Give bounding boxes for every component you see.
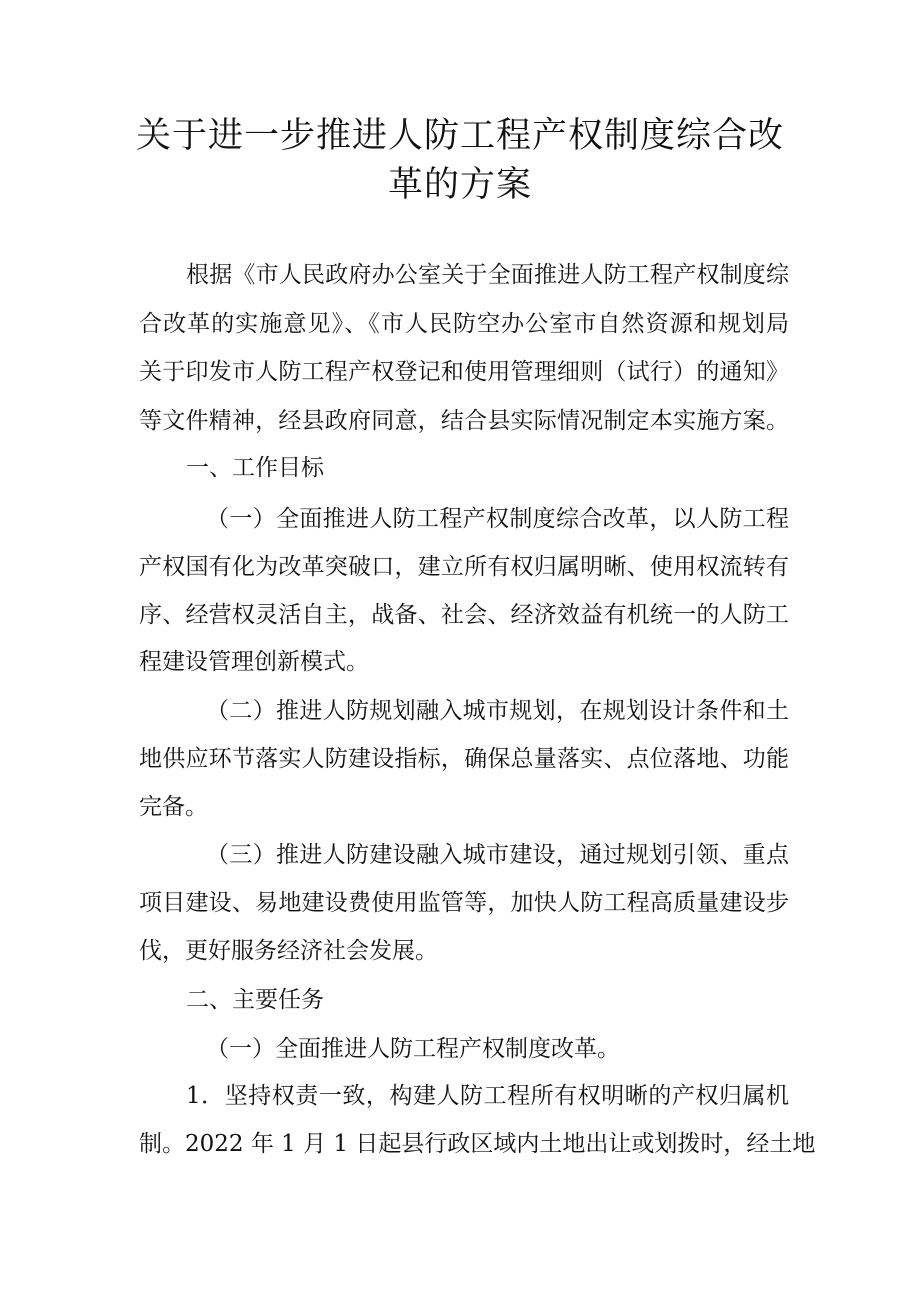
goal-item-3-line: 伐，更好服务经济社会发展。 [139, 938, 438, 964]
goal-item-2-line: （二）推进人防规划融入城市规划，在规划设计条件和土 [206, 698, 789, 724]
goal-item-2-line: 完备。 [139, 794, 208, 820]
goal-item-1-line: 产权国有化为改革突破口，建立所有权归属明晰、使用权流转有 [139, 554, 789, 580]
task-point-1-line: 1．坚持权责一致，构建人防工程所有权明晰的产权归属机 [186, 1083, 789, 1109]
section-heading-goals: 一、工作目标 [186, 455, 324, 481]
goal-item-1-line: 程建设管理创新模式。 [139, 649, 369, 675]
goal-item-3-line: 项目建设、易地建设费使用监管等，加快人防工程高质量建设步 [139, 890, 789, 916]
paragraph-intro-line: 合改革的实施意见》、《市人民防空办公室市自然资源和规划局 [139, 311, 789, 337]
paragraph-intro-line: 等文件精神，经县政府同意，结合县实际情况制定本实施方案。 [139, 408, 789, 434]
document-title-line-2: 革的方案 [387, 165, 532, 205]
goal-item-1-line: 序、经营权灵活自主，战备、社会、经济效益有机统一的人防工 [139, 602, 789, 628]
goal-item-1-line: （一）全面推进人防工程产权制度综合改革，以人防工程 [206, 506, 789, 532]
goal-item-3-line: （三）推进人防建设融入城市建设，通过规划引领、重点 [206, 842, 789, 868]
paragraph-intro-line: 关于印发市人防工程产权登记和使用管理细则（试行）的通知》 [139, 359, 789, 385]
task-subheading-1: （一）全面推进人防工程产权制度改革。 [206, 1036, 620, 1062]
section-heading-tasks: 二、主要任务 [186, 987, 324, 1013]
paragraph-intro-line: 根据《市人民政府办公室关于全面推进人防工程产权制度综 [186, 262, 789, 288]
goal-item-2-line: 地供应环节落实人防建设指标，确保总量落实、点位落地、功能 [139, 746, 789, 772]
task-point-1-line: 制。2022 年 1 月 1 日起县行政区域内土地出让或划拨时，经土地 [139, 1131, 816, 1157]
document-title-line-1: 关于进一步推进人防工程产权制度综合改 [135, 116, 784, 156]
